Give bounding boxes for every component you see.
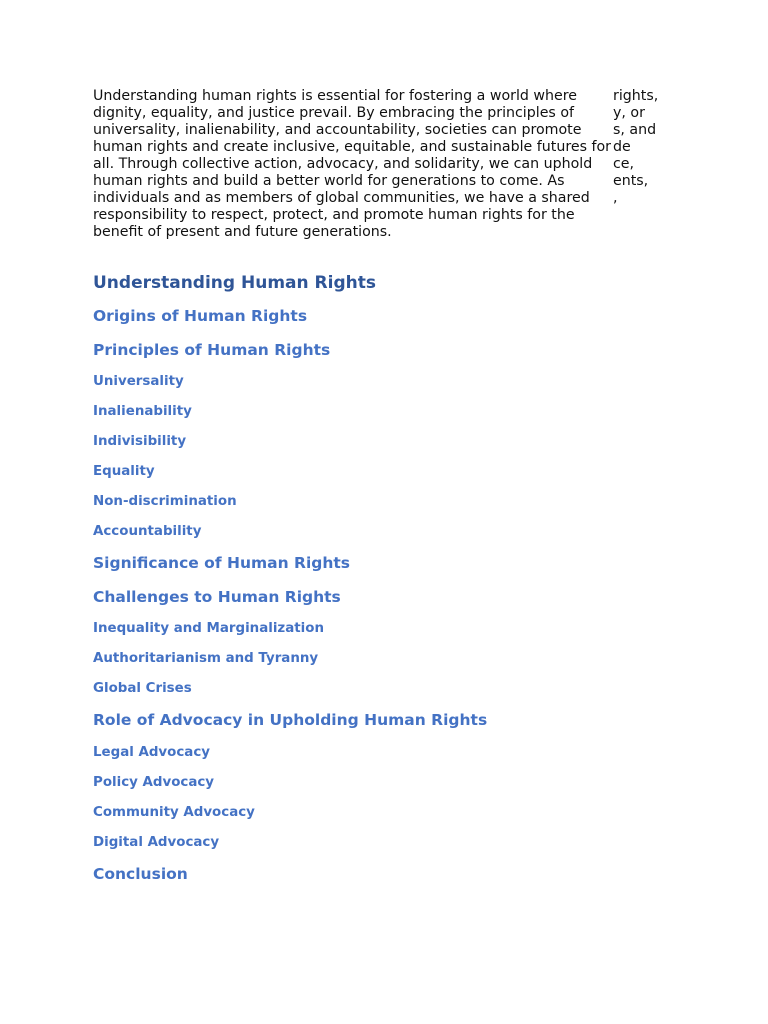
heading-global-crises: Global Crises: [93, 681, 192, 696]
heading-digital-advocacy: Digital Advocacy: [93, 834, 220, 850]
heading-equality: Equality: [93, 464, 155, 479]
document-page: [93, 88, 693, 895]
heading-legal-advocacy: Legal Advocacy: [93, 744, 211, 760]
heading-origins-of-human-rights: Origins of Human Rights: [93, 307, 308, 325]
heading-role-of-advocacy: Role of Advocacy in Upholding Human Rights: [93, 711, 488, 729]
overflow-fragment: s, and: [613, 122, 657, 138]
heading-community-advocacy: Community Advocacy: [93, 804, 255, 820]
heading-accountability: Accountability: [93, 524, 202, 539]
heading-inequality-and-marginalization: Inequality and Marginalization: [93, 621, 324, 636]
document-outline: [93, 270, 693, 895]
overflow-fragment: ,: [613, 190, 618, 206]
overflow-text-fragments: [613, 88, 683, 207]
heading-conclusion: Conclusion: [93, 864, 188, 883]
overflow-fragment: ce,: [613, 156, 635, 172]
heading-principles-of-human-rights: Principles of Human Rights: [93, 340, 331, 359]
intro-paragraph: Understanding human rights is essential for fostering a world where dignity, equality, and justice prevail. By embracing the principles of universality, inalienability, and accountability, societies can promote human rights and create inclusive, equitable, and sustainable futures for all. Through collective action, advocacy, and solidarity, we can uphold human rights and build a better world for generations to come. As individuals and as members of global communities, we have a shared responsibility to respect, protect, and promote human rights for the benefit of present and future generations.: [93, 88, 611, 240]
heading-non-discrimination: Non-discrimination: [93, 494, 237, 509]
heading-significance-of-human-rights: Significance of Human Rights: [93, 554, 351, 572]
heading-understanding-human-rights: Understanding Human Rights: [93, 273, 376, 293]
overflow-fragment: rights,: [613, 88, 659, 104]
heading-universality: Universality: [93, 374, 184, 389]
heading-challenges-to-human-rights: Challenges to Human Rights: [93, 587, 341, 606]
heading-indivisibility: Indivisibility: [93, 434, 187, 449]
intro-block: [93, 88, 673, 260]
heading-authoritarianism-and-tyranny: Authoritarianism and Tyranny: [93, 651, 319, 666]
overflow-fragment: ents,: [613, 173, 649, 189]
heading-inalienability: Inalienability: [93, 404, 192, 419]
overflow-fragment: de: [613, 139, 631, 155]
heading-policy-advocacy: Policy Advocacy: [93, 774, 215, 790]
overflow-fragment: y, or: [613, 105, 645, 121]
